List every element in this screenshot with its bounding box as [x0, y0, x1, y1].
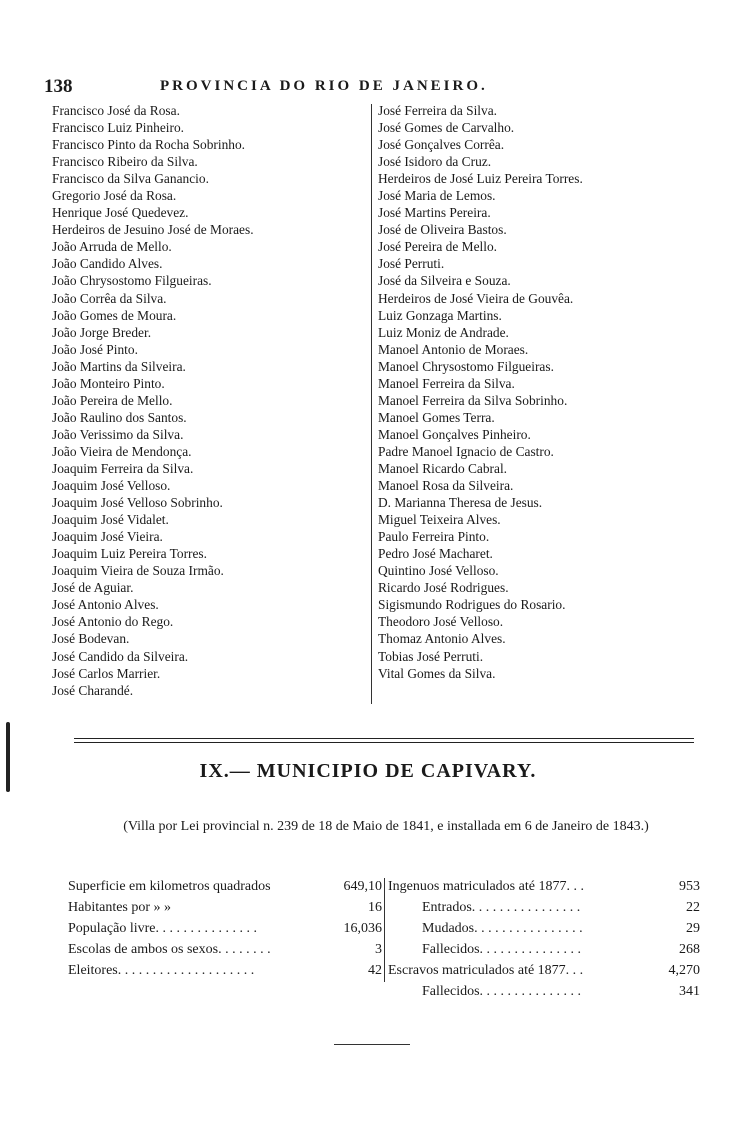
stat-value: 649,10 [343, 879, 382, 894]
section-rule [74, 738, 694, 739]
stat-label: Fallecidos. . . . . . . . . . . . . . . [422, 942, 582, 957]
name-entry: João Arruda de Mello. [52, 239, 172, 255]
name-entry: João Jorge Breder. [52, 324, 152, 340]
name-entry: D. Marianna Theresa de Jesus. [378, 495, 543, 511]
name-entry: Quintino José Velloso. [378, 563, 499, 579]
name-entry: José de Aguiar. [52, 580, 134, 596]
stat-label: Entrados. . . . . . . . . . . . . . . . [422, 900, 581, 915]
name-entry: Joaquim Ferreira da Silva. [52, 460, 194, 476]
name-entry: Herdeiros de José Luiz Pereira Torres. [378, 171, 583, 187]
name-entry: Theodoro José Velloso. [378, 614, 504, 630]
name-entry: João Gomes de Moura. [52, 307, 177, 323]
name-entry: Joaquim Luiz Pereira Torres. [52, 546, 207, 562]
stat-row [388, 939, 700, 960]
name-entry: José Gonçalves Corrêa. [378, 137, 505, 153]
name-entry: Vital Gomes da Silva. [378, 665, 496, 681]
stat-label: Escravos matriculados até 1877. . . [388, 963, 584, 978]
names-column-right [378, 102, 583, 682]
name-entry: Joaquim José Vieira. [52, 529, 163, 545]
stat-row [68, 897, 382, 918]
stat-value: 268 [679, 942, 700, 957]
page-number: 138 [44, 76, 73, 97]
name-entry: Tobias José Perruti. [378, 648, 484, 664]
name-entry: José Ferreira da Silva. [378, 103, 497, 118]
stat-value: 4,270 [668, 963, 700, 978]
name-entry: Manoel Gonçalves Pinheiro. [378, 426, 531, 442]
stat-row [68, 876, 382, 897]
stat-row [68, 960, 382, 981]
name-entry: Paulo Ferreira Pinto. [378, 529, 490, 545]
name-entry: José Pereira de Mello. [378, 239, 497, 255]
name-entry: Manoel Antonio de Moraes. [378, 341, 529, 357]
name-entry: José da Silveira e Souza. [378, 273, 511, 289]
name-entry: José de Oliveira Bastos. [378, 222, 507, 238]
stat-label: Superficie em kilometros quadrados [68, 879, 271, 894]
stat-label: Mudados. . . . . . . . . . . . . . . . [422, 921, 583, 936]
name-entry: Herdeiros de José Vieira de Gouvêa. [378, 290, 574, 306]
name-entry: José Isidoro da Cruz. [378, 154, 492, 170]
stats-right [388, 876, 700, 1002]
name-entry: José Maria de Lemos. [378, 188, 496, 204]
stat-value: 22 [686, 900, 700, 915]
name-entry: José Bodevan. [52, 631, 130, 647]
stat-label: Fallecidos. . . . . . . . . . . . . . . [422, 984, 582, 999]
name-entry: Francisco Ribeiro da Silva. [52, 154, 198, 170]
name-entry: Gregorio José da Rosa. [52, 188, 177, 204]
name-entry: Manoel Ricardo Cabral. [378, 460, 508, 476]
section-note: (Villa por Lei provincial n. 239 de 18 de Maio de 1841, e installada em 6 de Janeiro de 1843.) [123, 819, 649, 834]
stat-label: Escolas de ambos os sexos. . . . . . . . [68, 942, 271, 957]
name-entry: João Corrêa da Silva. [52, 290, 167, 306]
stat-row [68, 939, 382, 960]
name-entry: Herdeiros de Jesuino José de Moraes. [52, 222, 254, 238]
name-entry: José Martins Pereira. [378, 205, 491, 221]
name-entry: João Monteiro Pinto. [52, 375, 165, 391]
section-title: IX.— MUNICIPIO DE CAPIVARY. [199, 760, 537, 782]
name-entry: Manoel Chrysostomo Filgueiras. [378, 358, 554, 374]
stat-row [388, 876, 700, 897]
name-entry: João Vieira de Mendonça. [52, 443, 192, 459]
name-entry: Manoel Rosa da Silveira. [378, 478, 514, 494]
name-entry: Thomaz Antonio Alves. [378, 631, 506, 647]
name-entry: João Verissimo da Silva. [52, 426, 184, 442]
name-entry: José Antonio do Rego. [52, 614, 174, 630]
name-entry: Luiz Moniz de Andrade. [378, 324, 509, 340]
stat-label: Ingenuos matriculados até 1877. . . [388, 879, 584, 894]
names-column-left [52, 102, 254, 699]
name-entry: Manoel Ferreira da Silva. [378, 375, 515, 391]
name-entry: Joaquim Vieira de Souza Irmão. [52, 563, 224, 579]
name-entry: Francisco da Silva Ganancio. [52, 171, 209, 187]
name-entry: Ricardo José Rodrigues. [378, 580, 509, 596]
name-entry: João Chrysostomo Filgueiras. [52, 273, 212, 289]
name-entry: João Candido Alves. [52, 256, 163, 272]
stat-row [388, 897, 700, 918]
name-entry: Sigismundo Rodrigues do Rosario. [378, 597, 566, 613]
stat-value: 16 [368, 900, 382, 915]
name-entry: Henrique José Quedevez. [52, 205, 189, 221]
name-entry: José Carlos Marrier. [52, 665, 161, 681]
stat-row [68, 918, 382, 939]
name-entry: Joaquim José Vidalet. [52, 512, 169, 528]
stat-value: 42 [368, 963, 382, 978]
name-entry: José Perruti. [378, 256, 445, 272]
name-entry: Manoel Gomes Terra. [378, 409, 495, 425]
stat-label: Eleitores. . . . . . . . . . . . . . . . . . . . [68, 963, 255, 978]
name-entry: João Martins da Silveira. [52, 358, 186, 374]
stat-row [388, 960, 700, 981]
column-divider [371, 104, 372, 704]
stat-value: 16,036 [343, 921, 382, 936]
name-entry: Joaquim José Velloso Sobrinho. [52, 495, 223, 511]
name-entry: José Candido da Silveira. [52, 648, 189, 664]
stat-row [388, 918, 700, 939]
stat-row [388, 981, 700, 1002]
stat-label: Habitantes por » » [68, 900, 172, 915]
stats-left [68, 876, 382, 981]
name-entry: Francisco Luiz Pinheiro. [52, 120, 185, 136]
name-entry: Joaquim José Velloso. [52, 478, 171, 494]
section-rule [74, 742, 694, 743]
name-entry: Padre Manoel Ignacio de Castro. [378, 443, 554, 459]
name-entry: João Pereira de Mello. [52, 392, 173, 408]
stat-value: 3 [375, 942, 382, 957]
name-entry: Luiz Gonzaga Martins. [378, 307, 502, 323]
name-entry: Manoel Ferreira da Silva Sobrinho. [378, 392, 568, 408]
stat-value: 953 [679, 879, 700, 894]
stat-value: 29 [686, 921, 700, 936]
name-entry: Pedro José Macharet. [378, 546, 493, 562]
name-entry: Miguel Teixeira Alves. [378, 512, 501, 528]
name-entry: João José Pinto. [52, 341, 138, 357]
stat-label: População livre. . . . . . . . . . . . . . . [68, 921, 257, 936]
name-entry: Francisco Pinto da Rocha Sobrinho. [52, 137, 246, 153]
name-entry: Francisco José da Rosa. [52, 103, 180, 118]
stat-value: 341 [679, 984, 700, 999]
end-rule [334, 1044, 410, 1045]
name-entry: João Raulino dos Santos. [52, 409, 187, 425]
running-title: PROVINCIA DO RIO DE JANEIRO. [160, 78, 488, 94]
name-entry: José Charandé. [52, 682, 134, 698]
name-entry: José Gomes de Carvalho. [378, 120, 515, 136]
name-entry: José Antonio Alves. [52, 597, 159, 613]
stats-divider [384, 878, 385, 982]
